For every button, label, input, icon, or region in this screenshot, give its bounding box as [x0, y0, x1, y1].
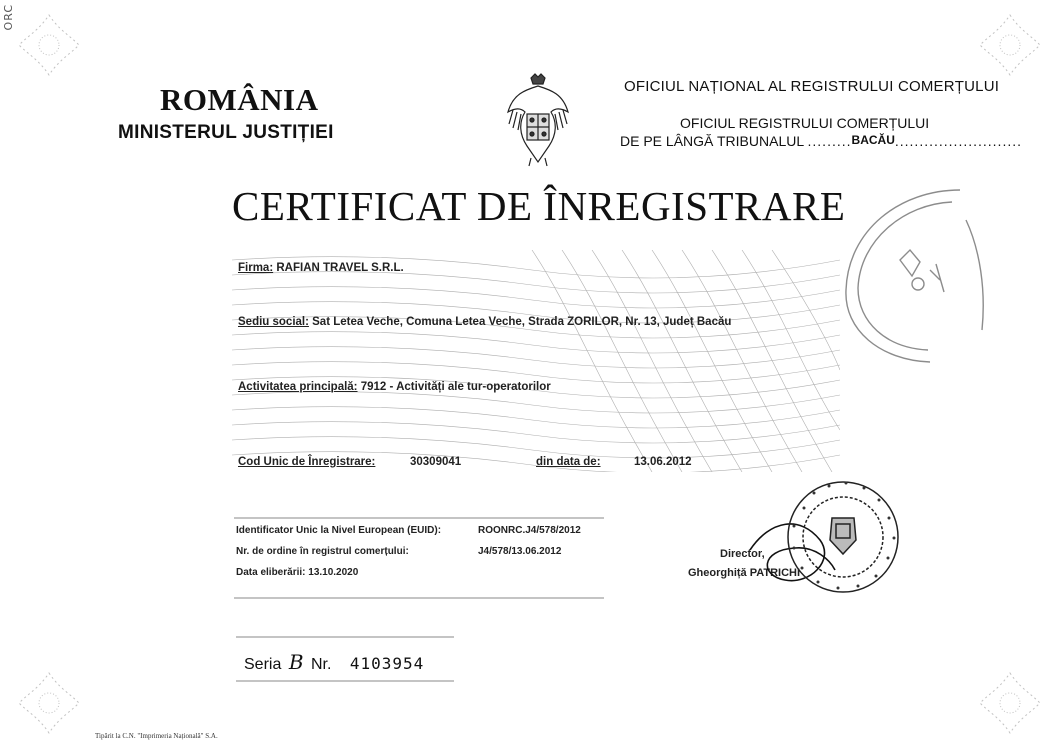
country-heading: ROMÂNIA — [160, 82, 319, 117]
firm-value: RAFIAN TRAVEL S.R.L. — [276, 262, 404, 274]
tribunal-stamp-icon — [840, 180, 990, 370]
registry-number-value: J4/578/13.06.2012 — [478, 546, 562, 557]
registered-office-value: Sat Letea Veche, Comuna Letea Veche, Strada ZORILOR, Nr. 13, Județ Bacău — [312, 316, 732, 328]
county-value: BACĂU — [851, 133, 895, 147]
printer-footer: Tipărit la C.N. "Imprimeria Națională" S.A. — [95, 732, 218, 740]
tribunal-line: DE PE LÂNGĂ TRIBUNALUL .........BACĂU.......................... — [620, 133, 1023, 149]
firm-label: Firma: — [238, 262, 274, 274]
official-round-stamp-icon — [784, 478, 902, 596]
euid-label: Identificator Unic la Nivel European (EUID): — [236, 525, 442, 536]
corner-ornament-icon — [975, 668, 1045, 738]
certificate-title: CERTIFICAT DE ÎNREGISTRARE — [232, 183, 846, 229]
registration-date-label: din data de: — [536, 456, 601, 468]
series-label: Seria — [244, 656, 282, 673]
tribunal-label: DE PE LÂNGĂ TRIBUNALUL — [620, 133, 804, 149]
side-label: ORC — [2, 4, 15, 31]
main-activity-field — [238, 381, 551, 393]
director-label: Director, — [720, 548, 765, 560]
security-pattern — [232, 250, 840, 472]
national-office-heading: OFICIUL NAȚIONAL AL REGISTRULUI COMERȚULUI — [624, 78, 1000, 95]
local-office-heading: OFICIUL REGISTRULUI COMERȚULUI — [680, 115, 930, 131]
ministry-heading: MINISTERUL JUSTIȚIEI — [118, 122, 334, 143]
firm-field — [238, 262, 404, 274]
euid-value: ROONRC.J4/578/2012 — [478, 525, 581, 536]
series-nr-label: Nr. — [310, 656, 332, 673]
corner-ornament-icon — [14, 10, 84, 80]
corner-ornament-icon — [14, 668, 84, 738]
registered-office-field — [238, 316, 731, 328]
cui-value: 30309041 — [410, 456, 462, 468]
main-activity-value: 7912 - Activități ale tur-operatorilor — [360, 381, 551, 393]
corner-ornament-icon — [975, 10, 1045, 80]
series-letter: B — [288, 650, 304, 674]
cui-label: Cod Unic de Înregistrare: — [238, 456, 376, 468]
main-activity-label: Activitatea principală: — [238, 381, 358, 393]
coat-of-arms-icon — [505, 72, 571, 168]
registered-office-label: Sediu social: — [238, 316, 309, 328]
series-number: 4103954 — [349, 654, 425, 673]
series-line — [244, 650, 424, 674]
cui-field — [238, 456, 692, 468]
director-name: Gheorghiță PATRICHI — [688, 567, 801, 579]
registration-date-value: 13.06.2012 — [634, 456, 692, 468]
issue-date: Data eliberării: 13.10.2020 — [236, 567, 359, 578]
registry-number-label: Nr. de ordine în registrul comerțului: — [236, 546, 409, 557]
